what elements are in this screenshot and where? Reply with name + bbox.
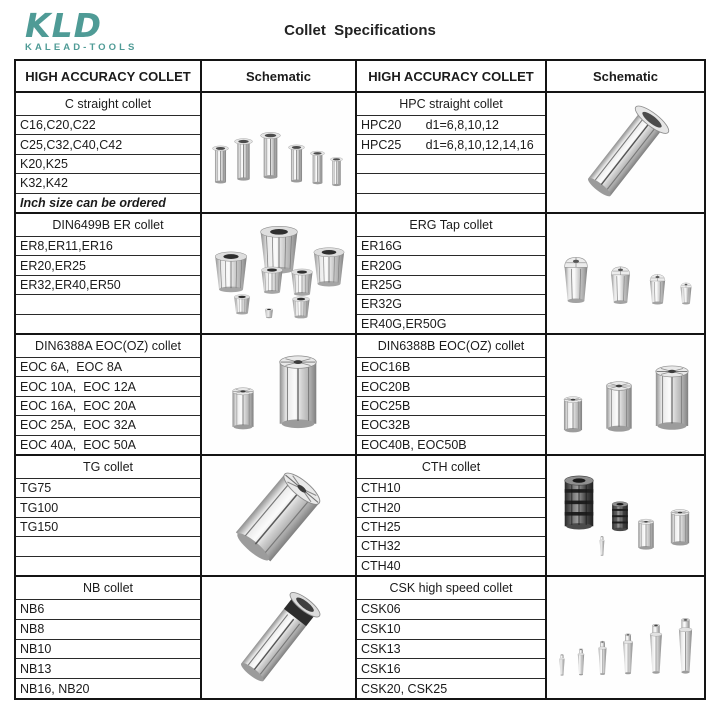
spec-list-eoc-b [357,335,547,454]
section-title: C straight collet [16,93,200,116]
spec-row: C16,C20,C22 [16,116,200,135]
spec-list-tg [16,456,202,575]
header-high-accuracy-collet-right: HIGH ACCURACY COLLET [357,61,547,91]
spec-row: EOC16B [357,358,545,377]
schematic-cell [547,577,704,698]
spec-row: ER25G [357,276,545,295]
cth-collets-group-photo [550,459,702,573]
spec-row: CSK13 [357,640,545,660]
spec-row: ER16G [357,237,545,256]
spec-row: TG100 [16,498,200,517]
header-schematic-right: Schematic [592,68,659,84]
spec-row [16,295,200,314]
spec-list-c-straight [16,93,202,212]
schematic-cell [202,577,357,698]
table-header-row [16,61,704,93]
spec-row: TG150 [16,518,200,537]
section-c-straight [16,93,704,214]
spec-row: CSK16 [357,659,545,679]
spec-row-note: Inch size can be ordered [20,195,166,210]
spec-row: ER20G [357,256,545,275]
spec-list-er [16,214,202,333]
spec-row: EOC 10A, EOC 12A [16,377,200,396]
spec-row: ER8,ER11,ER16 [16,237,200,256]
section-er [16,214,704,335]
spec-row: EOC32B [357,416,545,435]
spec-row: NB16, NB20 [20,681,90,696]
spec-row: NB8 [16,620,200,640]
spec-row: K32,K42 [16,174,200,193]
spec-row: CTH32 [357,537,545,556]
spec-row [16,557,200,575]
spec-list-csk [357,577,547,698]
c-k-straight-collets-group-photo [204,96,354,210]
spec-list-cth [357,456,547,575]
spec-row: C25,C32,C40,C42 [16,135,200,154]
spec-row: ER32,ER40,ER50 [16,276,200,295]
spec-row: NB6 [16,600,200,620]
schematic-cell [202,214,357,333]
spec-list-hpc-straight [357,93,547,212]
spec-row: CTH25 [357,518,545,537]
spec-row: EOC 16A, EOC 20A [16,397,200,416]
spec-row: CTH20 [357,498,545,517]
spec-list-eoc-a [16,335,202,454]
spec-row: CSK10 [357,620,545,640]
csk-collets-row-photo [550,581,702,695]
spec-row: ER40G,ER50G [361,316,447,331]
brand-logo-text: KLD [25,6,102,45]
section-title: DIN6388B EOC(OZ) collet [357,335,545,358]
spec-row: K20,K25 [16,155,200,174]
erg-tap-collets-row-photo [550,217,702,331]
schematic-cell [547,214,704,333]
spec-row: ER32G [357,295,545,314]
collet-spec-table [14,59,706,700]
spec-list-nb [16,577,202,698]
schematic-cell [202,335,357,454]
section-title: DIN6388A EOC(OZ) collet [16,335,200,358]
eoc-oz-collets-pair-photo [204,338,354,452]
section-title: CTH collet [357,456,545,479]
brand-logo-tagline: KALEAD-TOOLS [25,42,138,53]
section-nb-csk [16,577,704,698]
section-title: TG collet [16,456,200,479]
spec-row: EOC 25A, EOC 32A [16,416,200,435]
schematic-cell [202,456,357,575]
spec-row: HPC25 d1=6,8,10,12,14,16 [357,135,545,154]
tg-collet-single-photo [204,459,354,573]
schematic-cell [547,93,704,212]
spec-row: HPC20 d1=6,8,10,12 [357,116,545,135]
section-eoc-oz [16,335,704,456]
spec-row: EOC 6A, EOC 8A [16,358,200,377]
header-high-accuracy-collet-left: HIGH ACCURACY COLLET [16,61,202,91]
spec-row [16,537,200,556]
section-title: NB collet [16,577,200,600]
page-title: Collet Specifications [284,22,436,39]
section-title: DIN6499B ER collet [16,214,200,237]
schematic-cell [547,335,704,454]
spec-row [357,194,545,212]
nb-collet-single-photo [204,581,354,695]
spec-row: EOC25B [357,397,545,416]
spec-row: NB10 [16,640,200,660]
header-schematic-left: Schematic [202,61,357,91]
eoc-b-collets-row-photo [550,338,702,452]
spec-row [357,174,545,193]
spec-row: EOC 40A, EOC 50A [20,437,137,452]
spec-row: CSK20, CSK25 [361,681,448,696]
hpc-straight-collet-photo [550,96,702,210]
spec-list-erg-tap [357,214,547,333]
spec-row: NB13 [16,659,200,679]
spec-row [16,315,200,333]
spec-row: EOC40B, EOC50B [361,437,467,452]
spec-row: CSK06 [357,600,545,620]
section-title: ERG Tap collet [357,214,545,237]
section-title: CSK high speed collet [357,577,545,600]
section-tg-cth [16,456,704,577]
spec-row: CTH40 [361,558,401,573]
spec-row: ER20,ER25 [16,256,200,275]
er-collets-group-photo [204,217,354,331]
schematic-cell [202,93,357,212]
section-title: HPC straight collet [357,93,545,116]
schematic-cell [547,456,704,575]
spec-row: TG75 [16,479,200,498]
spec-row [357,155,545,174]
spec-row: CTH10 [357,479,545,498]
spec-row: EOC20B [357,377,545,396]
